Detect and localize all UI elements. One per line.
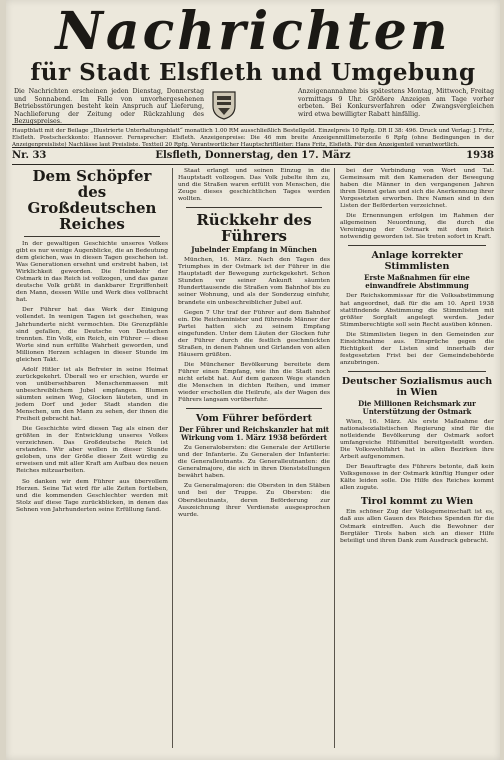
dateline	[12, 149, 494, 163]
article-paragraph: In der gewaltigen Geschichte unseres Volkes gibt es nur wenige Augenblicke, die an Bedeutung dem gleichen, was in diesen Tagen geschehen ist. Was Generationen ersehnt und erstrebt haben, ist Wirklichkeit geworden. Die Heimkehr der Ostmark in das Reich ist vollzogen, und das ganze deutsche Volk grüßt in dankbarer Ergriffenheit den Mann, dessen Wille und Werk dies vollbracht hat.	[16, 241, 168, 304]
article-subheadline: Jubelnder Empfang in München	[191, 245, 317, 255]
divider	[24, 236, 160, 237]
article-paragraph: Die Stimmlisten liegen in den Gemeinden zur Einsichtnahme aus. Einsprüche gegen die Richtigkeit der Listen sind innerhalb der festgesetzten Frist bei der Gemeindebehörde anzubringen.	[340, 331, 494, 366]
article-paragraph: Adolf Hitler ist als Befreier in seine Heimat zurückgekehrt. Überall wo er erschien, wurde er von unübersehbaren Menschenmassen mit unbeschreiblichem Jubel empfangen. Blumen säumten seinen Weg, Glocken läuteten, und in jedem Dorf und jeder Stadt standen die Menschen, um den Mann zu sehen, der ihnen die Freiheit gebracht hat.	[16, 366, 168, 423]
article-paragraph: So danken wir dem Führer aus übervollem Herzen. Seine Tat wird für alle Zeiten fortleben, und die kommenden Geschlechter werden mit Stolz auf diese Tage zurückblicken, in denen das Sehnen von Jahrhunderten seine Erfüllung fand.	[16, 478, 168, 513]
advertising-info: Anzeigenannahme bis spätestens Montag, Mittwoch, Freitag vormittags 9 Uhr. Größere Anzeigen am Tage vorher erbeten. Bei Konkursverfahren oder Zwangsvergleichen wird etwa bewilligter Rabatt hinfällig.	[298, 88, 494, 118]
article-paragraph: Zu Generalobersten: die Generale der Artillerie und der Infanterie. Zu Generalen der Infanterie: die Generalleutnants. Zu Generalleutnanten: die Generalmajore, die sich in ihren Dienststellungen bewährt haben.	[178, 445, 330, 480]
divider	[348, 245, 486, 246]
article-paragraph: Der Führer hat das Werk der Einigung vollendet. In wenigen Tagen ist geschehen, was Jahrhunderte nicht vermochten. Die Grenzpfähle sind gefallen, die Deutsche von Deutschen trennten. Ein Volk, ein Reich, ein Führer — diese Worte sind nun erfüllte Wahrheit geworden, und Millionen Herzen schlagen in dieser Stunde im gleichen Takt.	[16, 307, 168, 363]
article-subheadline: Erste Maßnahmen für eine einwandfreie Abstimmung	[364, 273, 470, 291]
newspaper-page	[6, 0, 500, 760]
article-paragraph: Zu Generalmajoren: die Obersten in den Stäben und bei der Truppe. Zu Obersten: die Oberstleutnants, deren Beförderung zur Auszeichnung ihrer Verdienste ausgesprochen wurde.	[178, 483, 330, 518]
article-paragraph: Ein schöner Zug der Volksgemeinschaft ist es, daß aus allen Gauen des Reiches Spenden für die Ostmark eintreffen. Auch die Bewohner der Bergtäler Tirols haben sich an dieser Hilfe beteiligt und ihren Dank zum Ausdruck gebracht.	[340, 509, 494, 544]
issue-number: Nr. 33	[12, 150, 47, 161]
article-paragraph: Wien, 16. März. Als erste Maßnahme der nationalsozialistischen Regierung sind für die notleidende Bevölkerung der Ostmark sofort umfangreiche Hilfsmittel bereitgestellt worden. Die Volkswohlfahrt hat in allen Bezirken ihre Arbeit aufgenommen.	[340, 418, 494, 461]
column-divider	[334, 168, 335, 748]
divider	[12, 164, 494, 165]
article-paragraph: bei der Verbindung von Wort und Tat. Gemeinsam mit den Kameraden der Bewegung haben die Männer in den vergangenen Jahren ihren Dienst getan und sich die Anerkennung ihrer Vorgesetzten erworben. Ihre Namen sind in den Listen der Beförderten verzeichnet.	[340, 168, 494, 210]
article-headline: Deutscher Sozialismus auch in Wien	[341, 375, 493, 398]
article-subheadline: Die Millionen Reichsmark zur Unterstützung der Ostmark	[358, 398, 476, 416]
article-paragraph: Gegen 7 Uhr traf der Führer auf dem Bahnhof ein. Die Reichsminister und führende Männer der Partei hatten sich zu seinem Empfang eingefunden. Unter dem Läuten der Glocken fuhr der Führer durch die festlich geschmückten Straßen, in denen Fahnen und Girlanden von allen Häusern grüßten.	[178, 309, 330, 358]
article-headline: Tirol kommt zu Wien	[360, 496, 474, 508]
issue-year: 1938	[466, 150, 494, 161]
article-subheadline: Der Führer und Reichskanzler hat mit Wirkung vom 1. März 1938 befördert	[179, 425, 329, 443]
publication-info: Die Nachrichten erscheinen jeden Dienstag, Donnerstag und Sonnabend. Im Falle von unvorhergesehenen Betriebsstörungen besteht kein Anspruch auf Lieferung, Nachlieferung der Zeitung oder Rückzahlung des Bezugspreises.	[14, 88, 204, 126]
article-paragraph: Die Münchener Bevölkerung bereitete dem Führer einen Empfang, wie ihn die Stadt noch nicht erlebt hat. Auf dem ganzen Wege standen die Menschen in dichten Reihen, und immer wieder erschollen die Heilrufe, als der Wagen des Führers langsam vorüberfuhr.	[178, 361, 330, 404]
article-paragraph: Die Ernennungen erfolgen im Rahmen der allgemeinen Neuordnung, die durch die Vereinigung der Ostmark mit dem Reich notwendig geworden ist. Sie treten sofort in Kraft.	[340, 213, 494, 241]
subscription-band: Hauptblatt mit der Beilage „Illustrierte Unterhaltungsblatt“ monatlich 1.00 RM ausschließlich Bestellgeld. Einzelpreis 10 Rpfg. DR II 38: 496. Druck und Verlag: J. Fritz, Elsfleth. Postscheckkonto: Hannover. Fernsprecher: Elsfleth. Anzeigenpreise: Die 46 mm breite Anzeigenmillimeterzeile 6 Rpfg (ohne Bedingungen in der Anzeigenpreisliste) Nachlässe laut Preisliste. Textteil 20 Rpfg. Verantwortlicher Hauptschriftleiter: Hans Fritz, Elsfleth. Für den Anzeigenteil verantwortlich.	[12, 128, 494, 148]
newspaper-title: Nachrichten	[55, 1, 451, 62]
divider	[12, 124, 494, 125]
article-headline: Rückkehr des Führers	[196, 211, 312, 246]
article-paragraph: Der Beauftragte des Führers betonte, daß kein Volksgenosse in der Ostmark künftig Hunger oder Kälte leiden solle. Die Hilfe des Reiches kommt allen zugute.	[340, 464, 494, 492]
column-divider	[172, 168, 173, 748]
divider	[348, 371, 486, 372]
city-crest-icon	[211, 90, 237, 120]
place-date: Elsfleth, Donnerstag, den 17. März	[155, 150, 351, 161]
divider	[186, 408, 322, 409]
article-paragraph: Der Reichskommissar für die Volksabstimmung hat angeordnet, daß für die am 10. April 1938 stattfindende Abstimmung die Stimmlisten mit größter Sorgfalt angelegt werden. Jeder Stimmberechtigte soll sein Recht ausüben können.	[340, 293, 494, 328]
newspaper-subtitle: für Stadt Elsfleth und Umgebung	[30, 59, 476, 86]
article-headline: Dem Schöpfer des Großdeutschen Reiches	[27, 167, 157, 233]
article-paragraph: Staat erlangt und seinen Einzug in die Hauptstadt vollzogen. Das Volk jubelte ihm zu, und die Straßen waren erfüllt von Menschen, die Zeuge dieses geschichtlichen Tages werden wollten.	[178, 168, 330, 203]
article-paragraph: München, 16. März. Nach den Tagen des Triumphes in der Ostmark ist der Führer in die Hauptstadt der Bewegung zurückgekehrt. Schon Stunden vor seiner Ankunft säumten Hunderttausende die Straßen vom Bahnhof bis zu seiner Wohnung, und als der Sonderzug einfuhr, brandete ein unbeschreiblicher Jubel auf.	[178, 257, 330, 306]
column-3	[340, 168, 494, 548]
column-2	[178, 168, 330, 522]
article-headline: Anlage korrekter Stimmlisten	[371, 250, 463, 273]
column-1	[16, 168, 168, 517]
article-paragraph: Die Geschichte wird diesen Tag als einen der größten in der Entwicklung unseres Volkes verzeichnen. Das Großdeutsche Reich ist erstanden. Wir aber wollen in dieser Stunde geloben, uns der Größe dieser Zeit würdig zu erweisen und mit aller Kraft am Aufbau des neuen Reiches mitzuarbeiten.	[16, 426, 168, 475]
divider	[186, 207, 322, 208]
divider	[12, 147, 494, 148]
article-headline: Vom Führer befördert	[195, 413, 313, 425]
